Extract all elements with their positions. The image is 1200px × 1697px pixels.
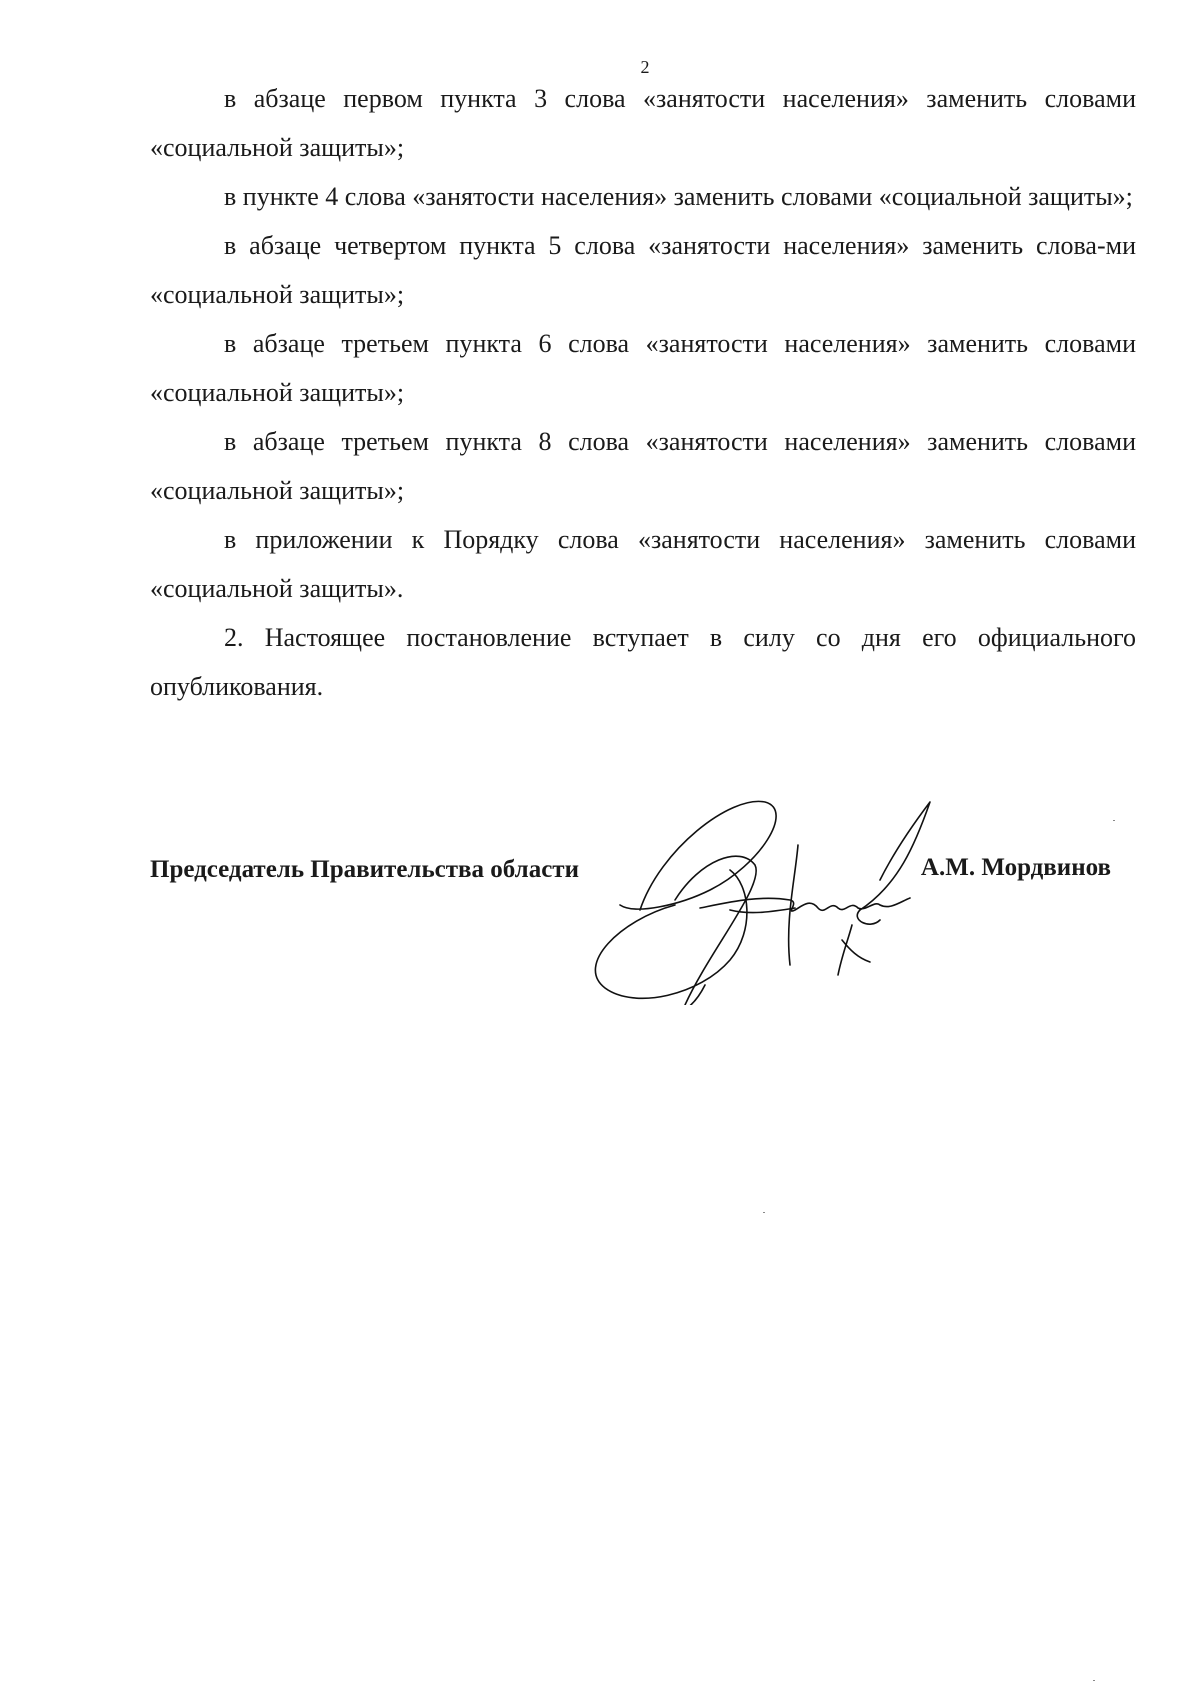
paragraph-6: в приложении к Порядку слова «занятости населения» заменить словами «социальной защиты». xyxy=(150,525,1136,603)
paragraph-5: в абзаце третьем пункта 8 слова «занятости населения» заменить словами «социальной защиты»; xyxy=(150,427,1136,505)
paragraph-4: в абзаце третьем пункта 6 слова «занятости населения» заменить словами «социальной защиты»; xyxy=(150,329,1136,407)
paragraph-2: в пункте 4 слова «занятости населения» заменить словами «социальной защиты»; xyxy=(224,182,1133,211)
paragraph-3: в абзаце четвертом пункта 5 слова «занятости населения» заменить слова-ми «социальной защиты»; xyxy=(150,231,1136,309)
scan-speck xyxy=(763,1212,765,1213)
paragraph-7-effective-date: 2. Настоящее постановление вступает в силу со дня его официального опубликования. xyxy=(150,623,1136,701)
document-body xyxy=(150,74,1136,711)
handwritten-signature xyxy=(580,790,940,1005)
signatory-position: Председатель Правительства области xyxy=(150,856,579,883)
page-number: 2 xyxy=(640,57,650,77)
paragraph-1: в абзаце первом пункта 3 слова «занятости населения» заменить словами «социальной защиты»; xyxy=(150,84,1136,162)
scan-speck xyxy=(1093,1680,1095,1681)
scan-speck xyxy=(1113,820,1115,821)
signatory-name: А.М. Мордвинов xyxy=(920,854,1111,881)
